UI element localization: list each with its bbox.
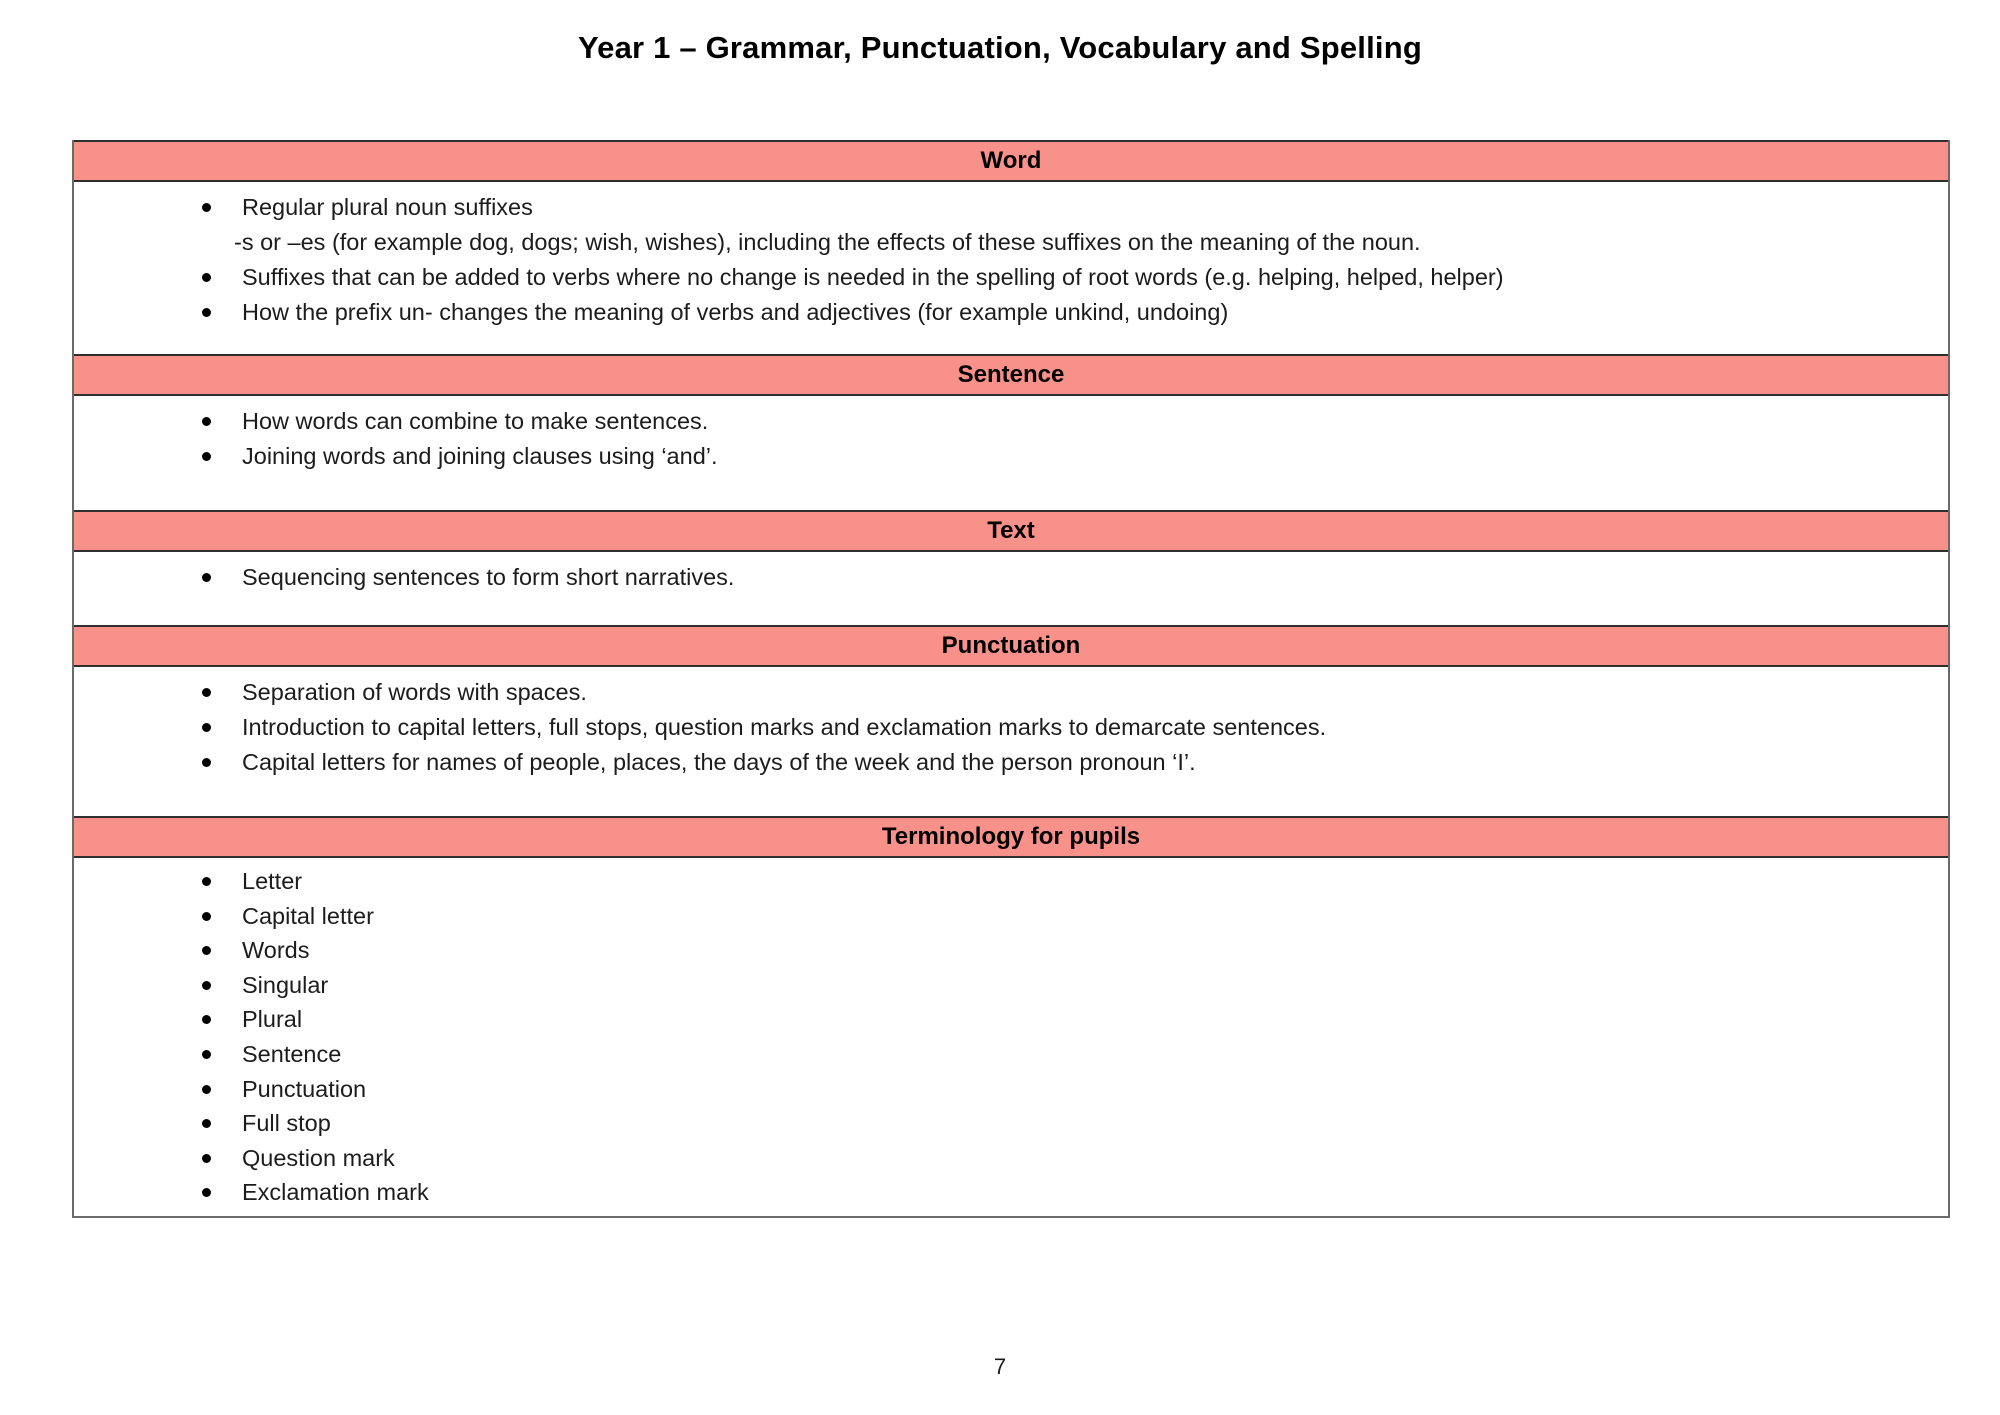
section-header-word [74,140,1948,182]
bullet-text: Full stop [242,1110,331,1137]
bullet-item [242,968,1924,1003]
bullet-list-punctuation [74,667,1948,816]
bullet-item [242,933,1924,968]
section-header-text [74,510,1948,552]
bullet-list-sentence [74,396,1948,510]
bullet-text: Regular plural noun suffixes [242,194,533,220]
bullet-text: Question mark [242,1144,395,1171]
bullet-item [242,295,1924,330]
bullet-text: Words [242,937,310,964]
section-header-label: Sentence [957,361,1065,388]
section-content-punctuation [74,667,1948,816]
section-header-label: Word [980,147,1042,174]
bullet-item [242,439,1924,474]
bullet-text: How words can combine to make sentences. [242,408,709,434]
bullet-text: Letter [242,868,303,894]
page-title: Year 1 – Grammar, Punctuation, Vocabulary and Spelling [577,30,1423,65]
section-content-word [74,182,1948,354]
bullet-text: Introduction to capital letters, full stops, question marks and exclamation marks to demarcate sentences. [242,714,1327,740]
bullet-list-terminology [74,858,1948,1216]
bullet-item [242,710,1924,745]
bullet-text: Sequencing sentences to form short narratives. [242,564,735,590]
section-header-label: Punctuation [941,632,1081,659]
section-content-text [74,552,1948,625]
bullet-text: Capital letter [242,902,374,929]
bullet-text: Joining words and joining clauses using ‘and’. [242,443,718,469]
bullet-item [242,1141,1924,1176]
bullet-item [242,675,1924,710]
bullet-text: Singular [242,971,329,998]
bullet-item [242,899,1924,934]
bullet-text: Exclamation mark [242,1179,429,1206]
bullet-item [242,260,1924,295]
bullet-item [242,404,1924,439]
bullet-item [242,1175,1924,1210]
section-header-label: Text [987,517,1035,544]
section-header-terminology [74,816,1948,858]
bullet-text-continuation: -s or –es (for example dog, dogs; wish, wishes), including the effects of these suffixes on the meaning of the noun. [234,229,1421,255]
bullet-item [242,1106,1924,1141]
bullet-text: Capital letters for names of people, places, the days of the week and the person pronoun ‘I’. [242,749,1196,775]
section-header-label: Terminology for pupils [881,823,1141,850]
bullet-item [242,560,1924,595]
section-content-terminology [74,858,1948,1216]
bullet-list-text [74,552,1948,625]
section-header-sentence [74,354,1948,396]
bullet-text: Plural [242,1006,303,1033]
bullet-item [242,864,1924,899]
page-number: 7 [993,1354,1007,1379]
curriculum-table [72,140,1950,1218]
bullet-item [242,1072,1924,1107]
bullet-item [242,1037,1924,1072]
section-header-punctuation [74,625,1948,667]
section-content-sentence [74,396,1948,510]
bullet-list-word [74,182,1948,354]
bullet-text: Punctuation [242,1075,367,1102]
bullet-text: Suffixes that can be added to verbs where no change is needed in the spelling of root words (e.g. helping, helped, helper) [242,264,1504,290]
bullet-item [234,190,1924,260]
bullet-text: Sentence [242,1040,342,1067]
bullet-text: Separation of words with spaces. [242,679,587,705]
bullet-text: How the prefix un- changes the meaning of verbs and adjectives (for example unkind, undoing) [242,299,1229,325]
bullet-item [242,745,1924,780]
bullet-item [242,1002,1924,1037]
